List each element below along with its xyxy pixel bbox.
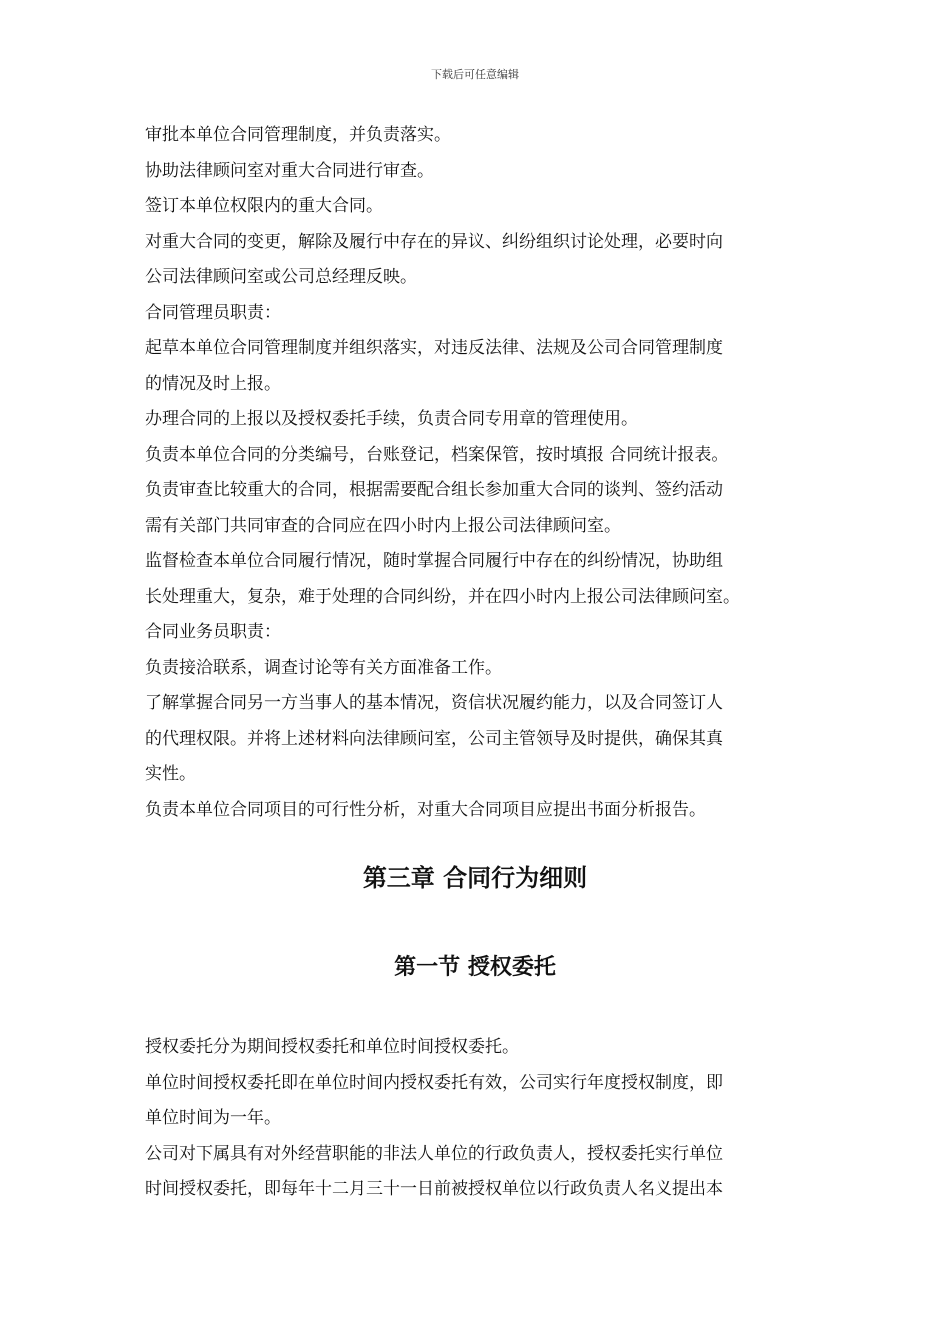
- paragraph-line: 签订本单位权限内的重大合同。: [145, 196, 383, 216]
- paragraph-line: 公司对下属具有对外经营职能的非法人单位的行政负责人，授权委托实行单位: [145, 1143, 723, 1164]
- paragraph-line: 需有关部门共同审查的合同应在四小时内上报公司法律顾问室。: [145, 515, 621, 536]
- paragraph-line: 审批本单位合同管理制度，并负责落实。: [145, 125, 451, 145]
- paragraph-line: 单位时间为一年。: [145, 1108, 281, 1128]
- paragraph-line: 起草本单位合同管理制度并组织落实，对违反法律、法规及公司合同管理制度: [145, 338, 723, 358]
- section-title: 第一节 授权委托: [394, 955, 556, 980]
- paragraph-line: 了解掌握合同另一方当事人的基本情况，资信状况履约能力，以及合同签订人: [145, 693, 723, 713]
- paragraph-line: 负责本单位合同项目的可行性分析，对重大合同项目应提出书面分析报告。: [145, 799, 706, 820]
- paragraph-line: 负责本单位合同的分类编号，台账登记，档案保管，按时填报 合同统计报表。: [145, 444, 729, 465]
- paragraph-line: 的代理权限。并将上述材料向法律顾问室，公司主管领导及时提供，确保其真: [145, 728, 723, 749]
- text-block-authorization: [145, 1030, 810, 1208]
- paragraph-line: 单位时间授权委托即在单位时间内授权委托有效，公司实行年度授权制度，即: [145, 1072, 723, 1093]
- page-header: 下载后可任意编辑: [431, 68, 519, 81]
- paragraph-line: 实性。: [145, 764, 196, 784]
- paragraph-line: 公司法律顾问室或公司总经理反映。: [145, 267, 417, 287]
- paragraph-line: 办理合同的上报以及授权委托手续，负责合同专用章的管理使用。: [145, 409, 638, 429]
- text-block-duties: [145, 118, 810, 828]
- paragraph-line: 监督检查本单位合同履行情况，随时掌握合同履行中存在的纠纷情况，协助组: [145, 551, 723, 571]
- paragraph-line: 协助法律顾问室对重大合同进行审查。: [145, 160, 434, 181]
- paragraph-line: 的情况及时上报。: [145, 373, 281, 394]
- paragraph-line: 负责接洽联系，调查讨论等有关方面准备工作。: [145, 657, 502, 678]
- paragraph-line: 负责审查比较重大的合同，根据需要配合组长参加重大合同的谈判、签约活动: [145, 480, 723, 500]
- chapter-title: 第三章 合同行为细则: [362, 864, 588, 892]
- paragraph-line: 时间授权委托，即每年十二月三十一日前被授权单位以行政负责人名义提出本: [145, 1179, 723, 1199]
- paragraph-line: 长处理重大，复杂，难于处理的合同纠纷，并在四小时内上报公司法律顾问室。: [145, 586, 740, 607]
- paragraph-line: 合同管理员职责：: [145, 302, 281, 323]
- paragraph-line: 合同业务员职责：: [145, 622, 281, 642]
- paragraph-line: 授权委托分为期间授权委托和单位时间授权委托。: [145, 1037, 519, 1057]
- paragraph-line: 对重大合同的变更，解除及履行中存在的异议、纠纷组织讨论处理，必要时向: [145, 231, 723, 252]
